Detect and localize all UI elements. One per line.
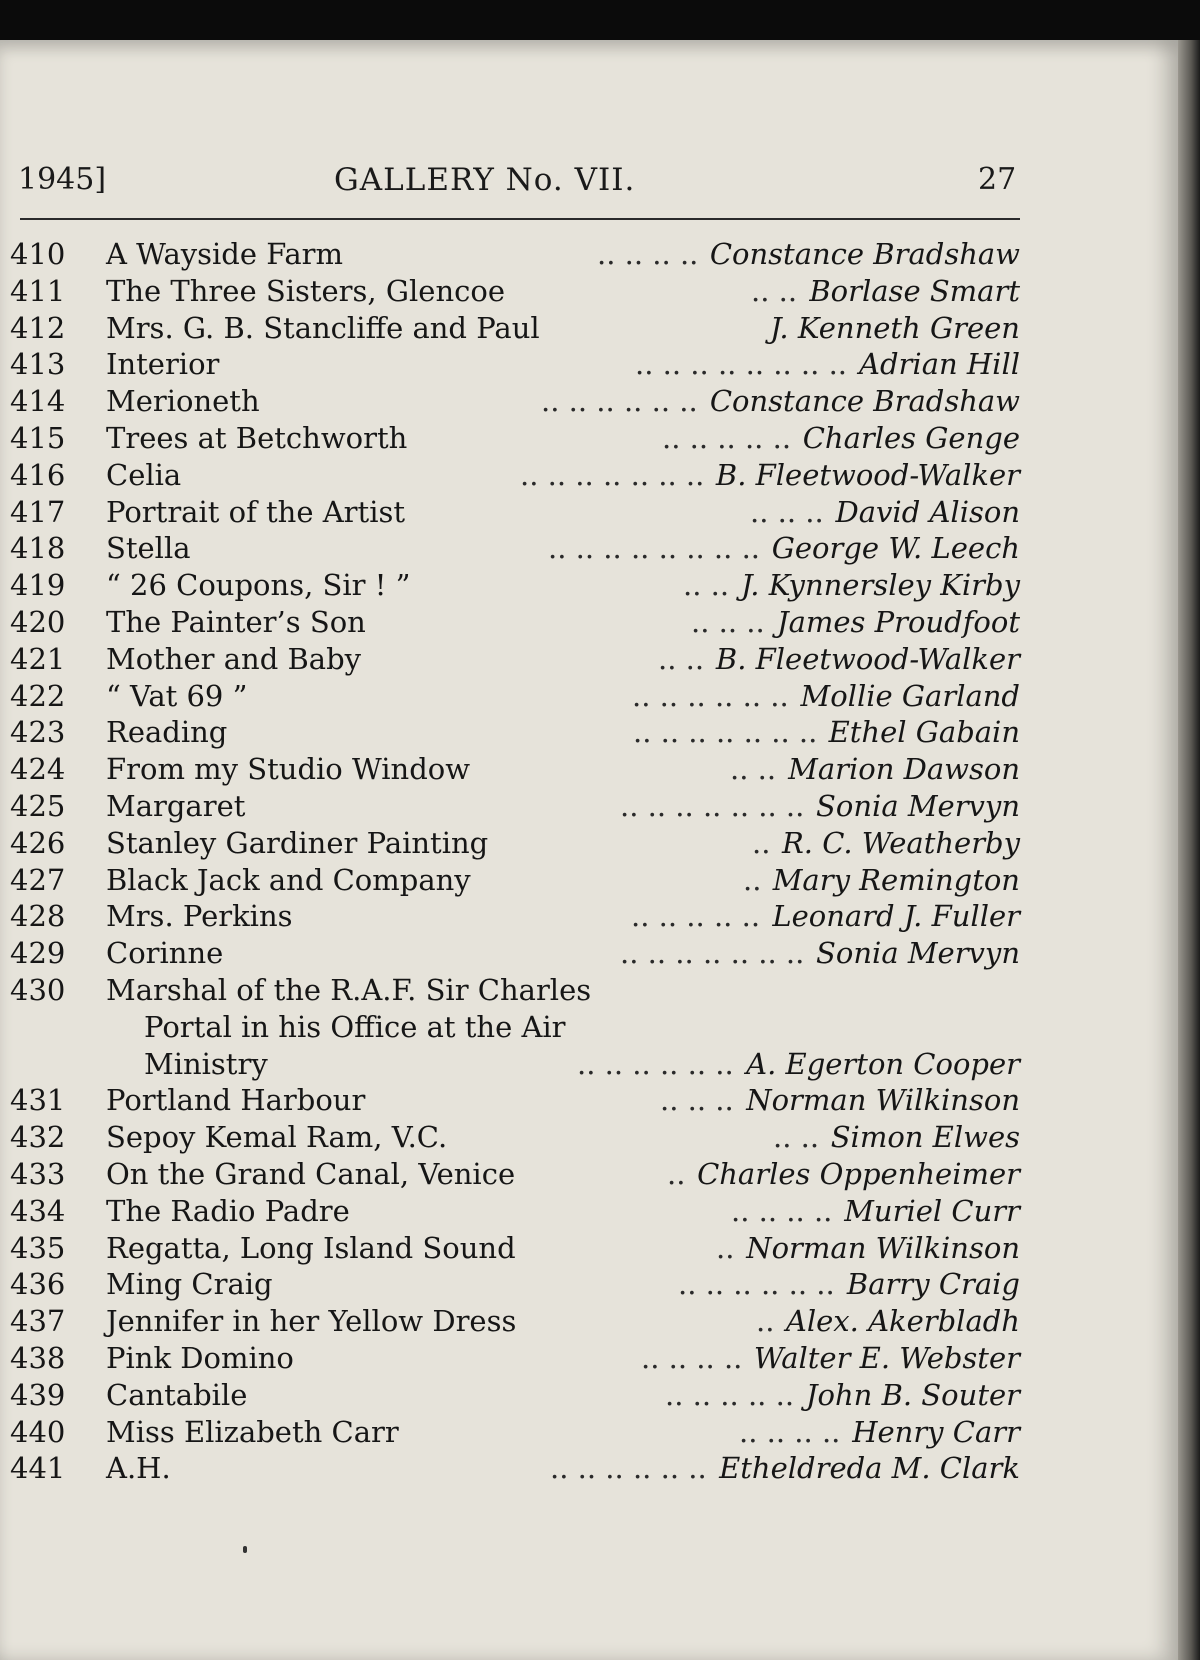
work-title: The Radio Padre	[106, 1193, 350, 1228]
catalogue-number: 412	[10, 310, 66, 345]
work-title: Corinne	[106, 936, 224, 971]
work-title: Merioneth	[106, 384, 260, 419]
artist-name: Simon Elwes	[830, 1120, 1020, 1155]
list-item	[10, 346, 1020, 383]
leader-dots: .. ..	[730, 752, 777, 787]
leader-dots: .. .. .. ..	[739, 1414, 841, 1449]
leader-dots: .. .. .. .. .. ..	[678, 1267, 835, 1302]
list-item	[10, 862, 1020, 899]
list-item	[10, 788, 1020, 825]
list-item	[10, 420, 1020, 457]
list-item	[10, 236, 1020, 273]
work-title: Interior	[106, 347, 220, 382]
leader-dots: .. .. .. .. .. ..	[577, 1046, 734, 1081]
work-title: A Wayside Farm	[106, 237, 344, 271]
artist-name: Sonia Mervyn	[816, 936, 1020, 971]
list-item	[10, 1230, 1020, 1267]
list-item	[10, 310, 1020, 347]
work-title: Marshal of the R.A.F. Sir Charles	[106, 972, 592, 1007]
work-title: Celia	[106, 457, 182, 492]
catalogue-number: 440	[10, 1414, 66, 1449]
catalogue-number: 413	[10, 347, 66, 382]
leader-dots: .. .. .. .. .. .. ..	[620, 788, 805, 823]
work-title: Portrait of the Artist	[106, 494, 406, 529]
artist-name: Muriel Curr	[844, 1193, 1020, 1228]
list-item-continuation	[10, 1009, 1020, 1046]
work-title: Pink Domino	[106, 1340, 294, 1375]
catalogue-number: 424	[10, 752, 66, 787]
catalogue-number: 436	[10, 1267, 66, 1302]
work-title: Portal in his Office at the Air	[144, 1009, 566, 1044]
artist-name: Charles Genge	[802, 420, 1020, 455]
list-item	[10, 751, 1020, 788]
leader-dots: .. .. ..	[691, 604, 765, 639]
list-item	[10, 1082, 1020, 1119]
leader-dots: .. .. .. .. .. .. .. ..	[635, 347, 848, 382]
work-title: A.H.	[106, 1451, 171, 1486]
leader-dots: .. ..	[683, 568, 730, 603]
artist-name: J. Kynnersley Kirby	[740, 568, 1020, 603]
leader-dots: .. .. .. .. .. .. .. ..	[548, 531, 761, 566]
artist-name: George W. Leech	[771, 531, 1020, 566]
leader-dots: .. .. .. .. .. .. ..	[620, 936, 805, 971]
work-title: Margaret	[106, 788, 246, 823]
leader-dots: .. .. .. .. .. .. ..	[520, 457, 705, 492]
list-item	[10, 1193, 1020, 1230]
leader-dots: .. ..	[773, 1120, 820, 1155]
artist-name: B. Fleetwood-Walker	[715, 641, 1020, 676]
leader-dots: .. .. .. .. ..	[665, 1377, 795, 1412]
work-title: Sepoy Kemal Ram, V.C.	[106, 1120, 448, 1155]
work-title: On the Grand Canal, Venice	[106, 1156, 516, 1191]
catalogue-number: 430	[10, 972, 66, 1007]
catalogue-number: 416	[10, 457, 66, 492]
page-speck	[243, 1546, 247, 1553]
list-item-continuation	[10, 1046, 1020, 1083]
list-item	[10, 1156, 1020, 1193]
leader-dots: .. ..	[658, 641, 705, 676]
work-title: Regatta, Long Island Sound	[106, 1230, 516, 1265]
catalogue-number: 419	[10, 568, 66, 603]
work-title: Stanley Gardiner Painting	[106, 825, 489, 860]
list-item	[10, 1266, 1020, 1303]
page-title: GALLERY No. VII.	[334, 162, 636, 198]
list-item	[10, 1119, 1020, 1156]
list-item	[10, 1450, 1020, 1487]
list-item	[10, 898, 1020, 935]
leader-dots: ..	[716, 1230, 735, 1265]
page-edge	[1178, 40, 1200, 1660]
list-item	[10, 494, 1020, 531]
list-item	[10, 567, 1020, 604]
artist-name: Adrian Hill	[859, 347, 1020, 382]
list-item	[10, 457, 1020, 494]
leader-dots: .. .. .. .. .. ..	[541, 384, 698, 419]
leader-dots: ..	[752, 825, 771, 860]
catalogue-number: 438	[10, 1340, 66, 1375]
artist-name: Borlase Smart	[809, 273, 1020, 308]
leader-dots: .. .. ..	[660, 1083, 734, 1118]
artist-name: Norman Wilkinson	[746, 1083, 1020, 1118]
work-title: Ministry	[144, 1046, 268, 1081]
catalogue-number: 417	[10, 494, 66, 529]
page-header	[18, 162, 1018, 206]
list-item	[10, 972, 1020, 1009]
list-item	[10, 825, 1020, 862]
artist-name: B. Fleetwood-Walker	[715, 457, 1020, 492]
work-title: The Painter’s Son	[106, 604, 366, 639]
work-title: From my Studio Window	[106, 752, 471, 787]
catalogue-number: 427	[10, 862, 66, 897]
work-title: Jennifer in her Yellow Dress	[106, 1304, 517, 1339]
work-title: Reading	[106, 715, 228, 750]
catalogue-list	[10, 236, 1020, 1487]
leader-dots: .. .. .. .. .. ..	[550, 1451, 707, 1486]
leader-dots: .. .. ..	[750, 494, 824, 529]
artist-name: Marion Dawson	[788, 752, 1020, 787]
list-item	[10, 1303, 1020, 1340]
work-title: The Three Sisters, Glencoe	[106, 273, 505, 308]
leader-dots: .. .. .. .. ..	[662, 420, 792, 455]
catalogue-number: 439	[10, 1377, 66, 1412]
catalogue-number: 415	[10, 420, 66, 455]
work-title: Mother and Baby	[106, 641, 362, 676]
artist-name: R. C. Weatherby	[781, 825, 1020, 860]
artist-name: Mary Remington	[772, 862, 1020, 897]
catalogue-number: 410	[10, 237, 66, 271]
header-rule	[20, 218, 1020, 220]
leader-dots: ..	[743, 862, 762, 897]
artist-name: Henry Carr	[852, 1414, 1020, 1449]
work-title: Miss Elizabeth Carr	[106, 1414, 399, 1449]
artist-name: James Proudfoot	[776, 604, 1020, 639]
list-item	[10, 530, 1020, 567]
list-item	[10, 935, 1020, 972]
artist-name: Leonard J. Fuller	[772, 899, 1020, 934]
catalogue-number: 433	[10, 1156, 66, 1191]
leader-dots: .. ..	[751, 273, 798, 308]
catalogue-number: 435	[10, 1230, 66, 1265]
artist-name: Charles Oppenheimer	[697, 1156, 1020, 1191]
artist-name: Etheldreda M. Clark	[719, 1451, 1020, 1486]
leader-dots: ..	[756, 1304, 775, 1339]
artist-name: Sonia Mervyn	[816, 788, 1020, 823]
catalogue-number: 437	[10, 1304, 66, 1339]
artist-name: Norman Wilkinson	[746, 1230, 1020, 1265]
artist-name: A. Egerton Cooper	[746, 1046, 1020, 1081]
catalogue-number: 432	[10, 1120, 66, 1155]
artist-name: Mollie Garland	[800, 678, 1020, 713]
work-title: Trees at Betchworth	[106, 420, 408, 455]
work-title: Cantabile	[106, 1377, 248, 1412]
catalogue-number: 421	[10, 641, 66, 676]
header-year: 1945]	[18, 162, 107, 197]
leader-dots: .. .. .. .. .. .. ..	[633, 715, 818, 750]
list-item	[10, 604, 1020, 641]
catalogue-number: 431	[10, 1083, 66, 1118]
work-title: Mrs. Perkins	[106, 899, 293, 934]
leader-dots: .. .. .. ..	[641, 1340, 743, 1375]
list-item	[10, 641, 1020, 678]
leader-dots: .. .. .. ..	[597, 237, 699, 271]
page-number: 27	[978, 162, 1017, 197]
catalogue-number: 411	[10, 273, 66, 308]
leader-dots: .. .. .. ..	[731, 1193, 833, 1228]
list-item	[10, 273, 1020, 310]
catalogue-number: 418	[10, 531, 66, 566]
leader-dots: .. .. .. .. ..	[631, 899, 761, 934]
artist-name: Constance Bradshaw	[709, 384, 1020, 419]
catalogue-number: 420	[10, 604, 66, 639]
catalogue-number: 425	[10, 788, 66, 823]
list-item	[10, 1414, 1020, 1451]
list-item	[10, 383, 1020, 420]
work-title: “ Vat 69 ”	[106, 678, 248, 713]
work-title: Ming Craig	[106, 1267, 273, 1302]
work-title: “ 26 Coupons, Sir ! ”	[106, 568, 411, 603]
catalogue-number: 423	[10, 715, 66, 750]
artist-name: J. Kenneth Green	[770, 310, 1020, 345]
list-item	[10, 1377, 1020, 1414]
leader-dots: .. .. .. .. .. ..	[632, 678, 789, 713]
catalogue-number: 422	[10, 678, 66, 713]
work-title: Black Jack and Company	[106, 862, 471, 897]
work-title: Stella	[106, 531, 191, 566]
list-item	[10, 678, 1020, 715]
list-item	[10, 1340, 1020, 1377]
artist-name: Alex. Akerbladh	[785, 1304, 1020, 1339]
artist-name: Barry Craig	[846, 1267, 1020, 1302]
catalogue-number: 429	[10, 936, 66, 971]
leader-dots: ..	[667, 1156, 686, 1191]
artist-name: Ethel Gabain	[828, 715, 1020, 750]
list-item	[10, 714, 1020, 751]
artist-name: Constance Bradshaw	[709, 237, 1020, 271]
catalogue-number: 428	[10, 899, 66, 934]
work-title: Portland Harbour	[106, 1083, 366, 1118]
catalogue-number: 414	[10, 384, 66, 419]
artist-name: John B. Souter	[805, 1377, 1020, 1412]
work-title: Mrs. G. B. Stancliffe and Paul	[106, 310, 540, 345]
catalogue-number: 426	[10, 825, 66, 860]
catalogue-number: 441	[10, 1451, 66, 1486]
catalogue-number: 434	[10, 1193, 66, 1228]
artist-name: David Alison	[835, 494, 1020, 529]
artist-name: Walter E. Webster	[753, 1340, 1020, 1375]
